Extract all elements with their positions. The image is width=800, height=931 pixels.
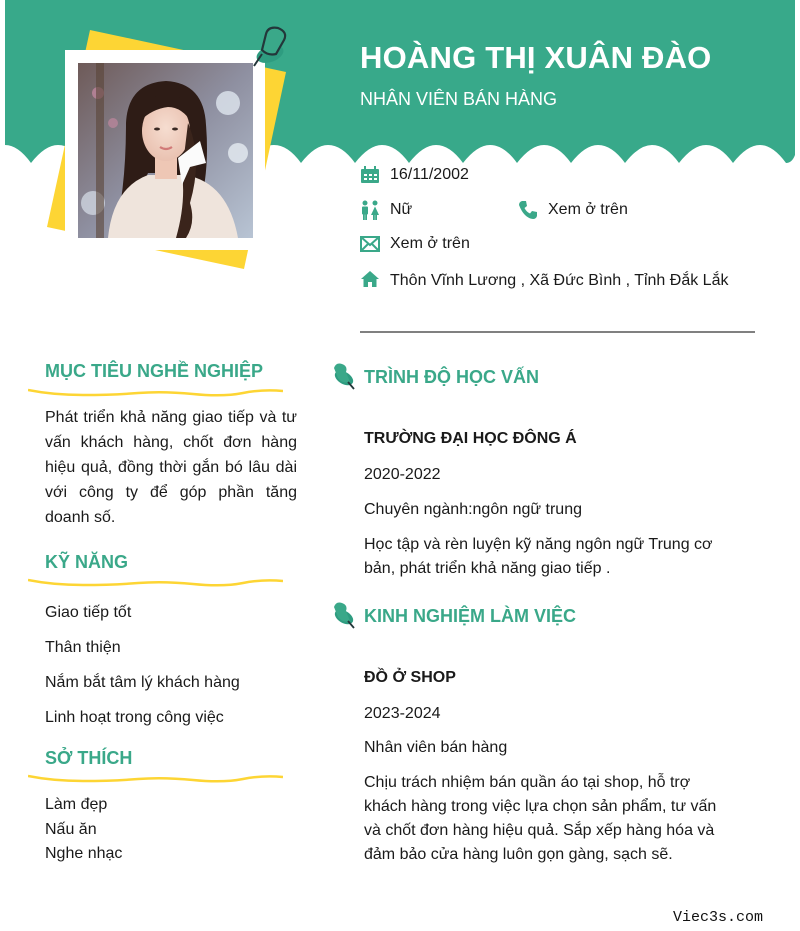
objective-text: Phát triển khả năng giao tiếp và tư vấn khách hàng, chốt đơn hàng hiệu quả, đồng thời gắn bó lâu dài với công ty để góp phần tăng doanh số. bbox=[45, 409, 297, 526]
skill-item: Nắm bắt tâm lý khách hàng bbox=[45, 674, 240, 691]
phone-icon bbox=[518, 200, 538, 220]
education-major: Chuyên ngành:ngôn ngữ trung bbox=[364, 501, 582, 518]
skill-item: Giao tiếp tốt bbox=[45, 604, 132, 621]
experience-company: ĐỒ Ở SHOP bbox=[364, 669, 456, 686]
gender-icon bbox=[360, 200, 380, 220]
skill-item: Linh hoạt trong công việc bbox=[45, 709, 224, 726]
education-title: TRÌNH ĐỘ HỌC VẤN bbox=[364, 366, 539, 387]
hobby-item: Nghe nhạc bbox=[45, 845, 123, 862]
contact-gender bbox=[360, 200, 412, 220]
experience-description: Chịu trách nhiệm bán quần áo tại shop, hỗ trợ khách hàng trong việc lựa chọn sản phẩm, tư vấn và chốt đơn hàng hiệu quả. Sắp xếp hàng hóa và đảm bảo cửa hàng luôn gọn gàng, sạch sẽ. bbox=[364, 774, 717, 863]
objective-underline bbox=[28, 386, 283, 398]
experience-header bbox=[330, 601, 576, 631]
pushpin-icon bbox=[330, 601, 356, 631]
email-value: Xem ở trên bbox=[390, 235, 470, 252]
home-icon bbox=[360, 269, 380, 289]
skills-title: KỸ NĂNG bbox=[45, 552, 129, 572]
hobbies-list bbox=[45, 794, 122, 868]
experience-period: 2023-2024 bbox=[364, 705, 441, 722]
hobby-item: Nấu ăn bbox=[45, 820, 97, 838]
education-school: TRƯỜNG ĐẠI HỌC ĐÔNG Á bbox=[364, 430, 577, 447]
contact-address-icon-row bbox=[360, 269, 390, 289]
site-watermark: Viec3s.com bbox=[673, 909, 764, 926]
skill-item: Thân thiện bbox=[45, 639, 121, 656]
education-header bbox=[330, 362, 539, 392]
profile-photo bbox=[78, 63, 253, 238]
contact-phone bbox=[518, 200, 628, 220]
contact-divider bbox=[360, 331, 755, 333]
hobby-item: Làm đẹp bbox=[45, 796, 108, 813]
phone-value: Xem ở trên bbox=[548, 201, 628, 218]
skills-underline bbox=[28, 576, 283, 588]
objective-title: MỤC TIÊU NGHỀ NGHIỆP bbox=[45, 361, 264, 381]
education-description: Học tập và rèn luyện kỹ năng ngôn ngữ Trung cơ bản, phát triển khả năng giao tiếp . bbox=[364, 536, 713, 577]
envelope-icon bbox=[360, 234, 380, 254]
hobbies-title: SỞ THÍCH bbox=[45, 748, 133, 768]
pushpin-icon bbox=[248, 24, 292, 72]
contact-birthday bbox=[360, 165, 469, 185]
contact-email bbox=[360, 234, 470, 254]
gender-value: Nữ bbox=[390, 201, 413, 218]
birthday-value: 16/11/2002 bbox=[390, 166, 469, 183]
skills-list bbox=[45, 602, 240, 742]
address-value: Thôn Vĩnh Lương , Xã Đức Bình , Tỉnh Đắk Lắk bbox=[390, 272, 729, 289]
experience-position: Nhân viên bán hàng bbox=[364, 739, 508, 756]
pushpin-icon bbox=[330, 362, 356, 392]
experience-title: KINH NGHIỆM LÀM VIỆC bbox=[364, 605, 577, 626]
candidate-name: HOÀNG THỊ XUÂN ĐÀO bbox=[360, 40, 712, 75]
job-title: NHÂN VIÊN BÁN HÀNG bbox=[360, 89, 558, 109]
calendar-icon bbox=[360, 165, 380, 185]
hobbies-underline bbox=[28, 772, 283, 784]
education-period: 2020-2022 bbox=[364, 466, 441, 483]
